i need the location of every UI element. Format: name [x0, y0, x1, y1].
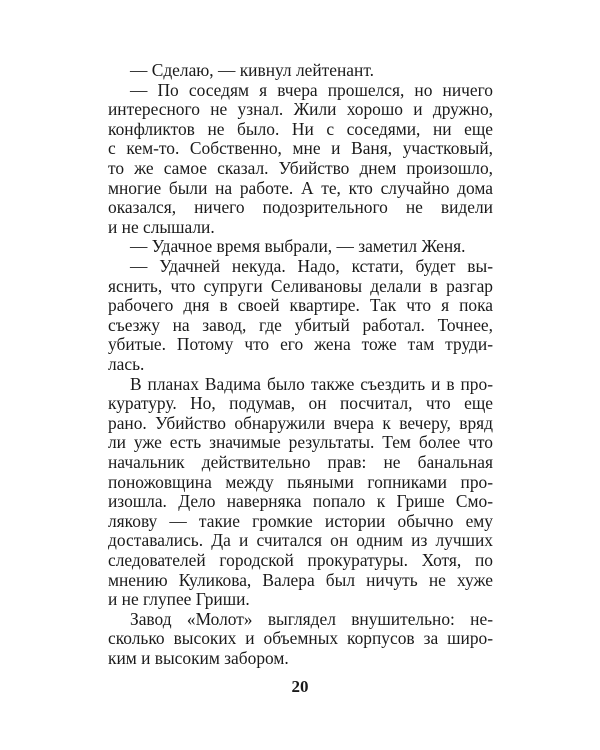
text-line: ли уже есть значимые результаты. Тем более что [108, 432, 493, 453]
text-line: — Удачное время выбрали, — заметил Женя. [130, 236, 466, 257]
text-line: следователей городской прокуратуры. Хотя, по [108, 550, 493, 570]
text-line: убитые. Потому что его жена тоже там труди- [108, 334, 493, 355]
text-line: начальник действительно прав: не банальная [108, 452, 493, 472]
text-line: интересного не узнал. Жили хорошо и дружно, [108, 99, 493, 120]
text-line: то же самое сказал. Убийство днем произошло, [108, 158, 493, 178]
text-line: и не глупее Гриши. [108, 589, 250, 610]
text-line: сколько высоких и объемных корпусов за широ- [108, 628, 493, 649]
text-line: Завод «Молот» выглядел внушительно: не- [130, 608, 493, 629]
text-line: многие были на работе. А те, кто случайно дома [108, 177, 493, 198]
text-line: конфликтов не было. Ни с соседями, ни еще [108, 118, 493, 139]
text-line: В планах Вадима было также съездить и в про- [130, 373, 493, 394]
text-line: доставались. Да и считался он одним из лучших [108, 530, 493, 551]
text-line: изошла. Дело наверняка попало к Грише Смо- [108, 491, 493, 512]
text-line: съезжу на завод, где убитый работал. Точнее, [108, 314, 493, 335]
text-line: — По соседям я вчера прошелся, но ничего [130, 79, 493, 100]
page-number: 20 [291, 677, 309, 696]
text-line: мнению Куликова, Валера был ничуть не хуже [108, 569, 493, 590]
text-line: — Удачней некуда. Надо, кстати, будет вы- [130, 256, 493, 276]
text-line: лякову — такие громкие истории обычно ему [108, 510, 493, 531]
text-line: с кем-то. Собственно, мне и Ваня, участковый, [108, 138, 493, 159]
text-line: рабочего дня в своей квартире. Так что я пока [108, 295, 493, 316]
text-line: оказался, ничего подозрительного не видели [108, 197, 493, 218]
text-line: и не слышали. [108, 216, 215, 237]
text-line: лась. [108, 354, 145, 374]
text-line: куратуру. Но, подумав, он посчитал, что еще [108, 393, 493, 414]
text-line: рано. Убийство обнаружили вчера к вечеру, вряд [108, 412, 493, 433]
text-line: — Сделаю, — кивнул лейтенант. [130, 60, 374, 80]
text-line: яснить, что супруги Селивановы делали в разгар [108, 275, 493, 296]
text-line: ким и высоким забором. [108, 648, 289, 668]
text-line: поножовщина между пьяными гопниками про- [108, 471, 493, 492]
